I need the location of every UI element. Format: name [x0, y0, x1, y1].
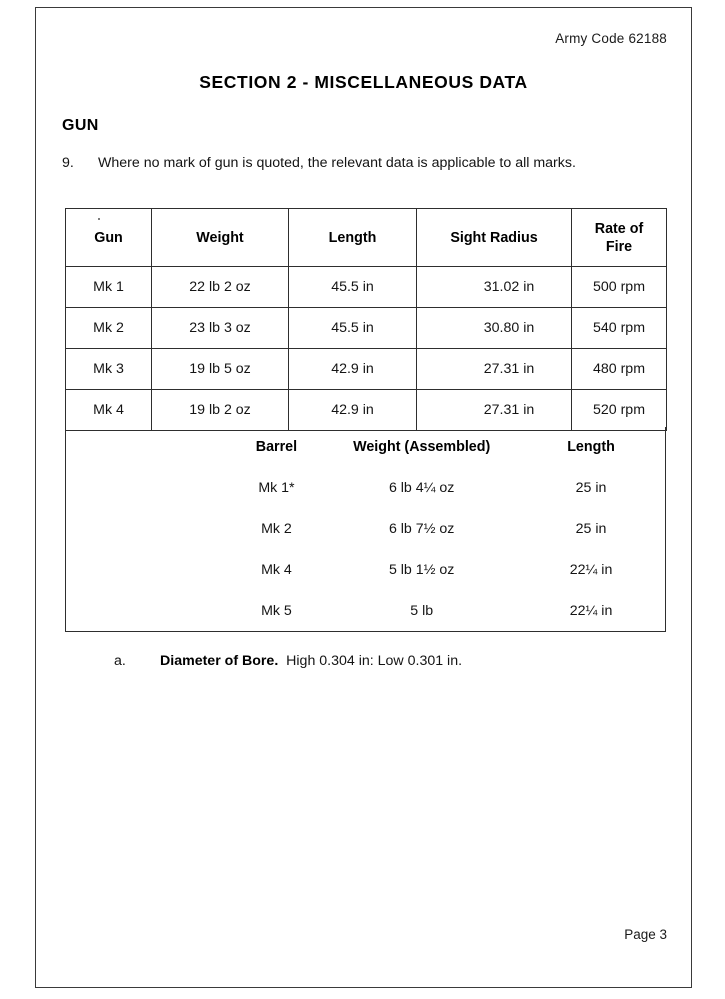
- table-row: [66, 267, 667, 308]
- cell-sight-radius: 27.31 in: [417, 390, 572, 431]
- gun-specifications-table: [65, 208, 667, 431]
- army-code-label: Army Code 62188: [555, 31, 667, 46]
- table-row: [66, 349, 667, 390]
- barrel-specifications-table: [65, 427, 666, 632]
- column-header-length: Length: [289, 209, 417, 267]
- cell-gun: Mk 4: [66, 390, 152, 431]
- table-row: [66, 467, 666, 508]
- barrel-row-spacer: [66, 590, 227, 632]
- column-header-gun: Gun: [66, 209, 152, 267]
- rate-of-fire-line-2: Fire: [605, 238, 633, 255]
- column-header-weight: Weight: [152, 209, 289, 267]
- cell-rate-of-fire: 540 rpm: [572, 308, 667, 349]
- cell-sight-radius: 27.31 in: [417, 349, 572, 390]
- barrel-row-spacer: [66, 508, 227, 549]
- intro-paragraph: [62, 151, 677, 176]
- cell-weight: 19 lb 2 oz: [152, 390, 289, 431]
- bore-diameter-note: [114, 653, 462, 669]
- cell-barrel-weight: 5 lb: [410, 602, 434, 619]
- cell-barrel: Mk 5: [261, 602, 292, 619]
- barrel-row-spacer: [66, 549, 227, 590]
- cell-gun: Mk 1: [66, 267, 152, 308]
- cell-rate-of-fire: 500 rpm: [572, 267, 667, 308]
- bore-note-label: Diameter of Bore.: [160, 653, 279, 669]
- table-row: [66, 549, 666, 590]
- cell-barrel: Mk 4: [261, 561, 292, 578]
- page-title: SECTION 2 - MISCELLANEOUS DATA: [199, 72, 528, 92]
- cell-weight: 23 lb 3 oz: [152, 308, 289, 349]
- cell-barrel-weight: 5 lb 1½ oz: [388, 561, 455, 578]
- cell-length: 45.5 in: [289, 267, 417, 308]
- cell-barrel-length: 22¼ in: [569, 561, 613, 578]
- cell-barrel-length: 22¼ in: [569, 602, 613, 619]
- cell-length: 42.9 in: [289, 390, 417, 431]
- cell-barrel-length: 25 in: [575, 520, 607, 537]
- column-header-barrel-length: Length: [567, 439, 615, 455]
- table-row: [66, 590, 666, 632]
- cell-gun: Mk 2: [66, 308, 152, 349]
- cell-rate-of-fire: 480 rpm: [572, 349, 667, 390]
- rate-of-fire-line-1: Rate of: [594, 220, 644, 237]
- column-header-barrel-weight: Weight (Assembled): [353, 439, 491, 455]
- paragraph-text: Where no mark of gun is quoted, the relevant data is applicable to all marks.: [98, 155, 576, 171]
- page-content: [36, 8, 691, 987]
- page-number: Page 3: [624, 927, 667, 942]
- cell-barrel-weight: 6 lb 7½ oz: [388, 520, 455, 537]
- cell-length: 45.5 in: [289, 308, 417, 349]
- page-frame: [35, 7, 692, 988]
- cell-weight: 22 lb 2 oz: [152, 267, 289, 308]
- barrel-row-spacer: [66, 467, 227, 508]
- cell-weight: 19 lb 5 oz: [152, 349, 289, 390]
- paragraph-number: 9.: [62, 155, 74, 171]
- cell-gun: Mk 3: [66, 349, 152, 390]
- barrel-header-row: [66, 427, 666, 467]
- table-row: [66, 390, 667, 431]
- gun-section-heading: GUN: [62, 117, 99, 134]
- table-row: [66, 508, 666, 549]
- cell-barrel: Mk 1*: [258, 479, 295, 496]
- column-header-sight-radius: Sight Radius: [417, 209, 572, 267]
- cell-barrel-length: 25 in: [575, 479, 607, 496]
- cell-barrel: Mk 2: [261, 520, 292, 537]
- column-header-barrel: Barrel: [255, 439, 298, 455]
- column-header-rate-of-fire: [572, 209, 667, 267]
- cell-barrel-weight: 6 lb 4¼ oz: [388, 479, 455, 496]
- table-row: [66, 308, 667, 349]
- bore-note-value: High 0.304 in: Low 0.301 in.: [286, 653, 463, 669]
- cell-rate-of-fire: 520 rpm: [572, 390, 667, 431]
- bore-note-marker: a.: [114, 653, 126, 669]
- barrel-header-spacer: [66, 427, 227, 467]
- cell-sight-radius: 30.80 in: [417, 308, 572, 349]
- cell-length: 42.9 in: [289, 349, 417, 390]
- cell-sight-radius: 31.02 in: [417, 267, 572, 308]
- table-header-row: [66, 209, 667, 267]
